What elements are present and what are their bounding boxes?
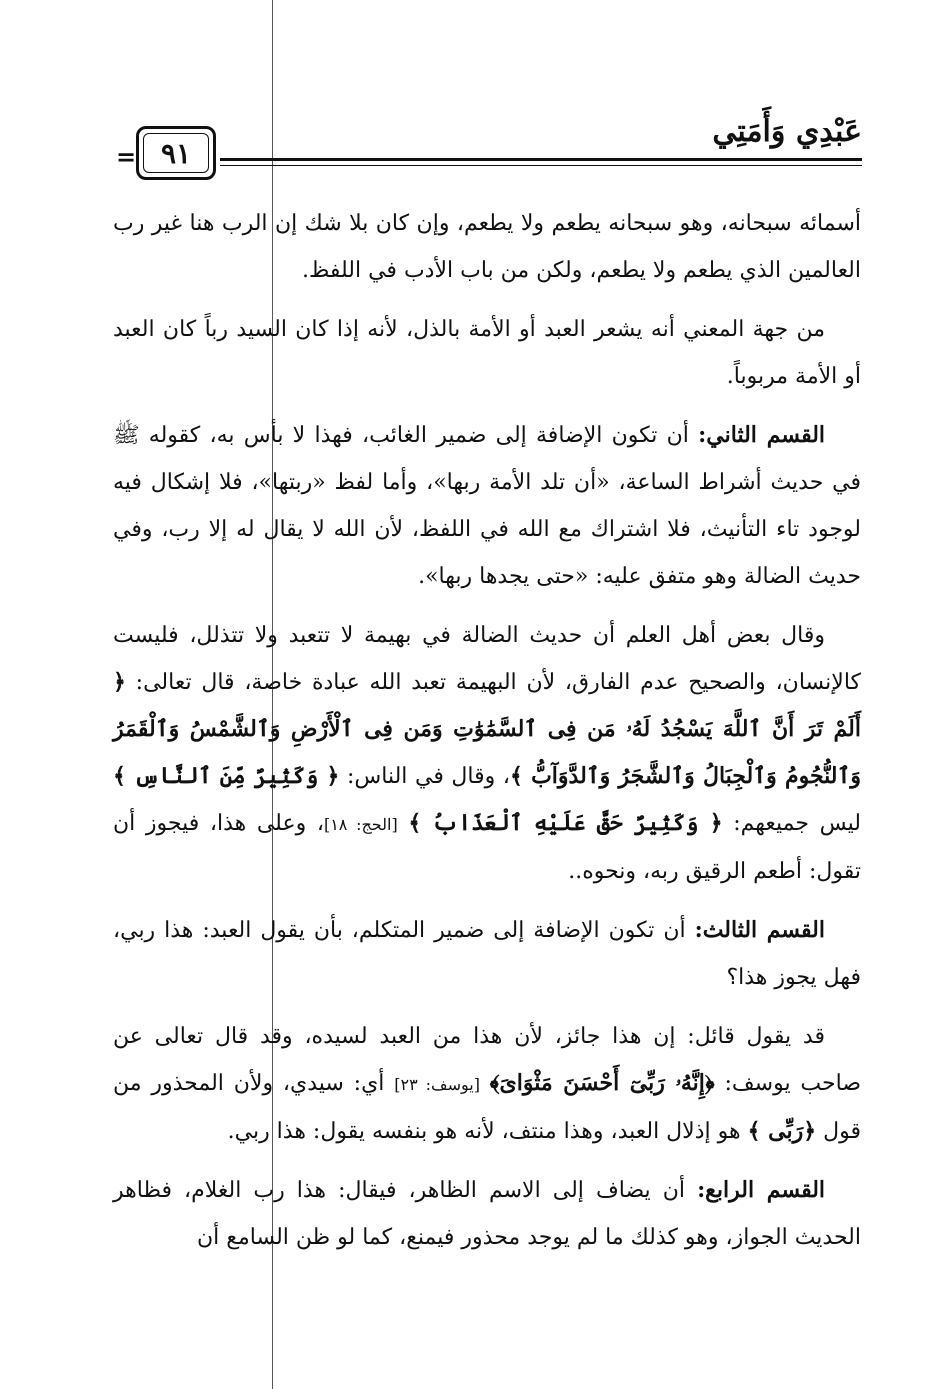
paragraph-3 [113, 412, 861, 600]
paragraph-5-text: أن تكون الإضافة إلى ضمير المتكلم، بأن يقول العبد: هذا ربي، فهل يجوز هذا؟ [113, 918, 861, 990]
running-title: عَبْدِي وَأَمَتِي [712, 114, 862, 149]
paragraph-6 [113, 1013, 861, 1155]
header-left-mark: = [116, 142, 137, 171]
paragraph-7-text: أن يضاف إلى الاسم الظاهر، فيقال: هذا رب الغلام، فظاهر الحديث الجواز، وهو كذلك ما لم يوجد محذور فيمنع، كما لو ظن السامع أن [113, 1178, 861, 1250]
page-number [136, 126, 216, 180]
header-rule-thin [220, 165, 862, 166]
page-header [112, 112, 862, 187]
quran-verse-yusuf: ﴿إِنَّهُۥ رَبِّىٓ أَحْسَنَ مَثْوَاىَ﴾ [489, 1070, 715, 1096]
paragraph-1: أسمائه سبحانه، وهو سبحانه يطعم ولا يطعم، وإن كان بلا شك إن الرب هنا غير رب العالمين الذي يطعم ولا يطعم، ولكن من باب الأدب في اللفظ. [113, 211, 861, 283]
section-heading-third: القسم الثالث: [694, 917, 825, 943]
quran-word-rabbi: ﴿رَبِّى ﴾ [747, 1118, 817, 1144]
quran-reference-yusuf: [يوسف: ٢٣] [394, 1075, 480, 1094]
paragraph-6-b: أي: سيدي، ولأن المحذور من قول [113, 1071, 861, 1144]
section-heading-fourth: القسم الرابع: [697, 1177, 826, 1203]
paragraph-5 [113, 907, 861, 1001]
quran-verse-1: ﴿ أَلَمْ تَرَ أَنَّ ٱللَّهَ يَسْجُدُ لَهُۥ مَن فِى ٱلسَّمَٰوَٰتِ وَمَن فِى ٱلْأَرْضِ وَٱلشَّمْسُ وَٱلْقَمَرُ وَٱلنُّجُومُ وَٱلْجِبَالُ وَٱلشَّجَرُ وَٱلدَّوَآبُّ ﴾ [113, 669, 862, 789]
paragraph-6-a: قد يقول قائل: إن هذا جائز، لأن هذا من العبد لسيده، وقد قال تعالى عن صاحب يوسف: [113, 1024, 861, 1096]
quran-verse-2: ﴿ وَكَثِيرٌ مِّنَ ٱلنَّاسِ ﴾ [113, 763, 340, 789]
page-body [113, 200, 861, 1273]
paragraph-2: من جهة المعني أنه يشعر العبد أو الأمة بالذل، لأنه إذا كان السيد رباً كان العبد أو الأمة مربوباً. [113, 317, 861, 389]
paragraph-4 [113, 612, 861, 895]
paragraph-6-c: هو إذلال العبد، وهذا منتف، لأنه هو بنفسه يقول: هذا ربي. [227, 1119, 741, 1144]
header-rule-thick [220, 158, 862, 161]
paragraph-4-intro: وقال بعض أهل العلم أن حديث الضالة في بهيمة لا تتعبد ولا تتذلل، فليست كالإنسان، والصحيح عدم الفارق، لأن البهيمة تعبد الله عبادة خاصة، قال تعالى: [113, 623, 861, 695]
quran-reference-hajj: [الحج: ١٨] [323, 815, 398, 834]
paragraph-4-mid-2: ليس جميعهم: [733, 811, 861, 836]
paragraph-3-text: أن تكون الإضافة إلى ضمير الغائب، فهذا لا بأس به، كقوله ﷺ في حديث أشراط الساعة، «أن تلد الأمة ربها»، وأما لفظ «ربتها»، فلا إشكال فيه لوجود تاء التأنيث، فلا اشتراك مع الله في اللفظ، لأن الله لا يقال له إلا رب، وفي حديث الضالة وهو متفق عليه: «حتى يجدها ربها». [113, 423, 861, 589]
quran-verse-3: ﴿ وَكَثِيرٌ حَقَّ عَلَيْهِ ٱلْعَذَابُ ﴾ [408, 810, 723, 836]
section-heading-second: القسم الثاني: [698, 422, 826, 448]
paragraph-4-mid-1: ، وقال في الناس: [346, 764, 510, 789]
paragraph-7 [113, 1167, 861, 1261]
paragraph-4-end: ، وعلى هذا، فيجوز أن تقول: أطعم الرقيق ربه، ونحوه.. [113, 811, 861, 884]
page-number-text: ٩١ [160, 136, 192, 170]
